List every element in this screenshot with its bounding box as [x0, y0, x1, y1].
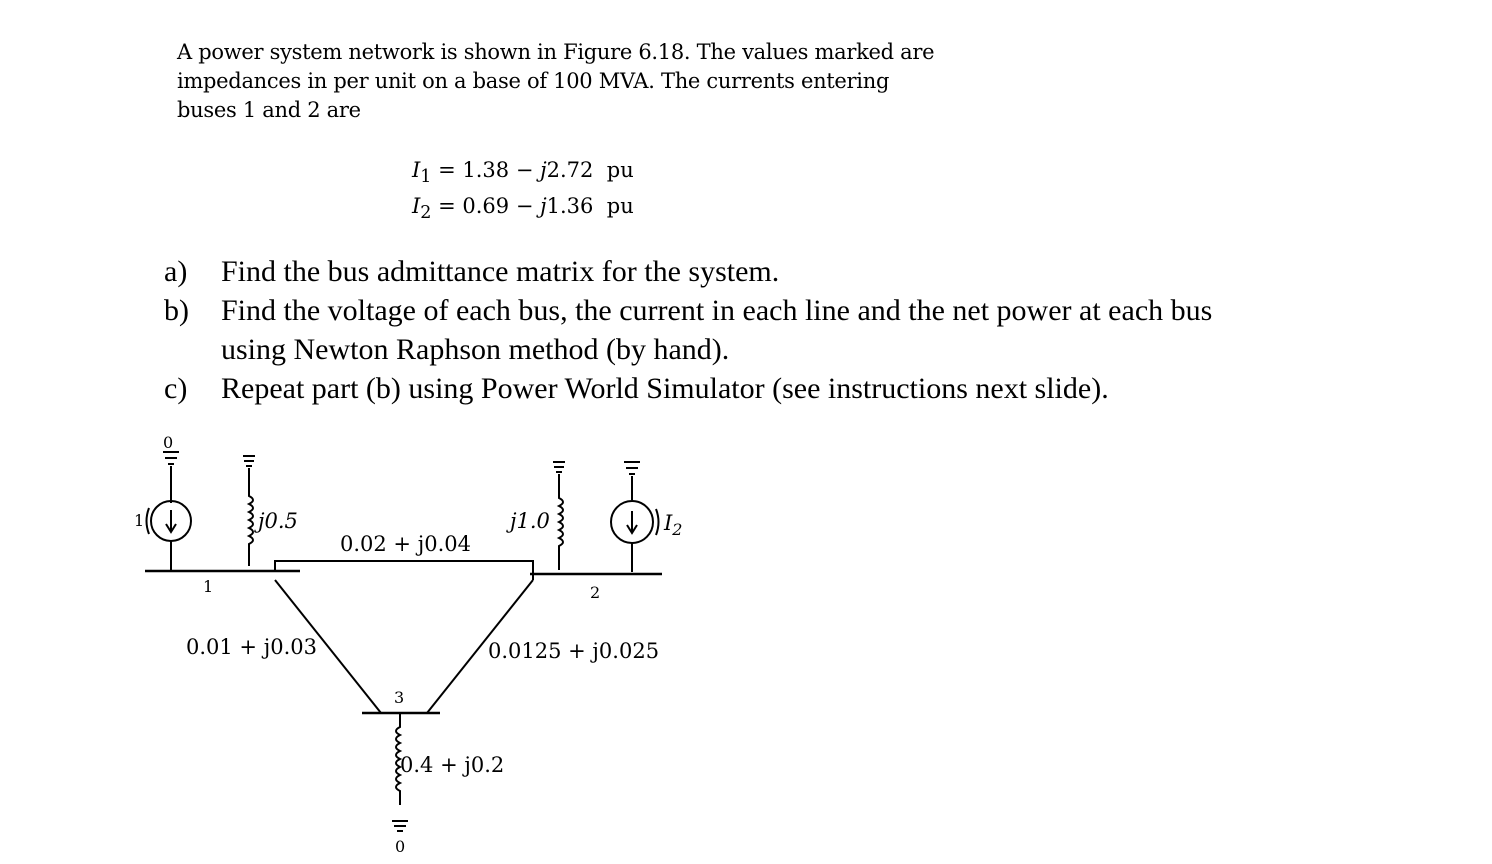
question-part-c-text: Repeat part (b) using Power World Simulator (see instructions next slide).	[221, 372, 1109, 405]
current-source-1	[134, 501, 191, 570]
ground-symbol-source1	[163, 433, 179, 503]
bus3-label: 3	[394, 688, 405, 707]
ground-symbol-shunt1	[243, 456, 255, 492]
equation-i2-label: I	[412, 194, 421, 218]
equation-i2	[412, 194, 634, 223]
load-bus3	[396, 713, 504, 805]
shunt1-label: j0.5	[258, 509, 298, 533]
equation-i1-value: 2.72	[546, 158, 594, 182]
equation-i2-j: j	[540, 194, 547, 218]
line-1-2-label: 0.02 + j0.04	[340, 532, 471, 556]
source1-label: 1	[134, 511, 145, 530]
line-2-3	[427, 580, 659, 713]
ground-symbol-shunt2	[553, 462, 565, 494]
shunt2-label: j1.0	[510, 509, 550, 533]
equation-i1-equals: = 1.38 −	[438, 158, 541, 182]
source2-label: $I_2$	[664, 511, 683, 539]
line-2-3-label: 0.0125 + j0.025	[488, 639, 660, 663]
equation-i1	[412, 158, 634, 187]
current-source-2	[611, 501, 682, 572]
equation-i2-value: 1.36	[546, 194, 594, 218]
question-parts	[164, 252, 1274, 408]
equation-i1-sub: 1	[420, 167, 432, 188]
ground-symbol-source2	[624, 462, 640, 500]
bus-3	[362, 688, 440, 713]
ground-symbol-load	[392, 821, 408, 856]
bus-2	[530, 574, 662, 602]
question-part-c-mark: c)	[164, 372, 188, 405]
bus1-label: 1	[203, 577, 214, 596]
equation-i1-unit: pu	[606, 158, 634, 182]
line-1-3-label: 0.01 + j0.03	[186, 635, 317, 659]
equation-i2-equals: = 0.69 −	[438, 194, 541, 218]
question-part-a-text: Find the bus admittance matrix for the system.	[221, 255, 780, 288]
equation-i1-label: I	[412, 158, 421, 182]
question-part-b-text: Find the voltage of each bus, the current in each line and the net power at each bus using Newton Raphson method (by hand).	[221, 294, 1213, 366]
question-part-c	[164, 369, 1274, 408]
question-part-a-mark: a)	[164, 255, 188, 288]
equation-i2-sub: 2	[420, 203, 432, 224]
line-1-2	[275, 532, 533, 580]
line-1-3	[186, 580, 381, 713]
shunt-reactor-bus1	[249, 492, 298, 566]
problem-intro: A power system network is shown in Figure 6.18. The values marked are impedances in per unit on a base of 100 MVA. The currents entering buses 1 and 2 are	[177, 40, 935, 122]
load-bus3-label: 0.4 + j0.2	[400, 753, 505, 777]
circuit-diagram	[0, 420, 900, 864]
equation-i2-unit: pu	[606, 194, 634, 218]
equation-i1-j: j	[540, 158, 547, 182]
question-part-b-mark: b)	[164, 294, 189, 327]
question-part-b	[164, 291, 1274, 369]
ground-ref-label-top: 0	[163, 433, 174, 452]
ground-ref-label-bottom: 0	[395, 837, 406, 856]
shunt-reactor-bus2	[506, 494, 563, 570]
bus2-label: 2	[590, 583, 601, 602]
question-part-a	[164, 252, 1274, 291]
